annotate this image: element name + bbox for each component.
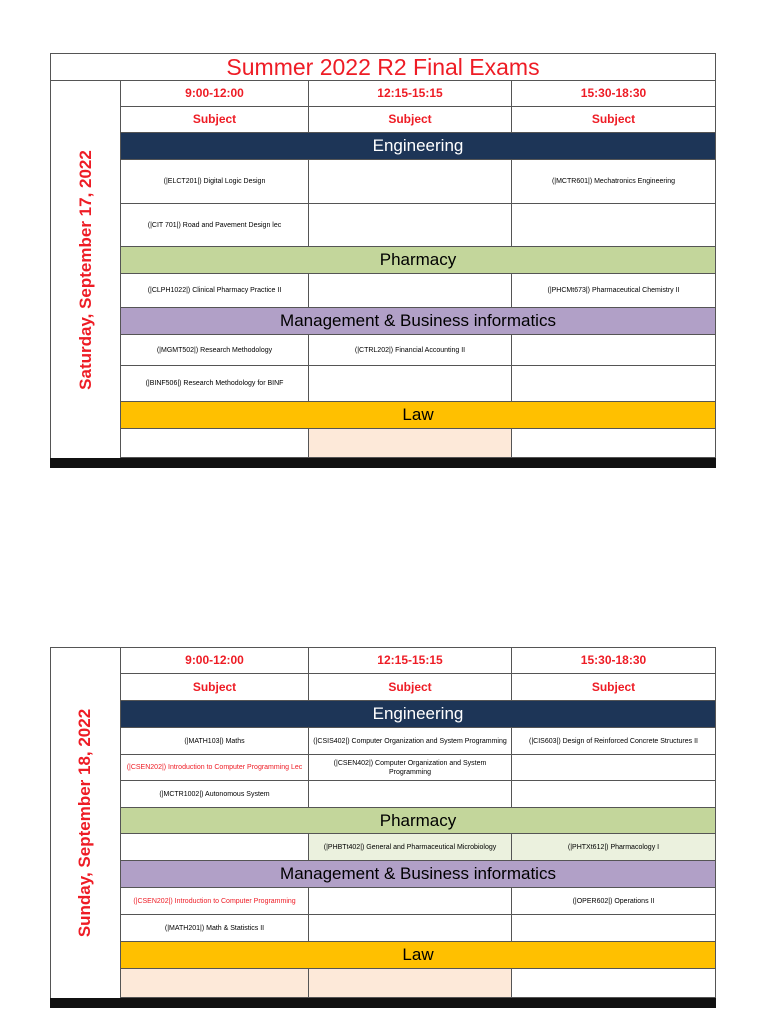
table-row [121, 204, 716, 247]
subject-header: Subject [512, 107, 716, 133]
exam-cell [512, 366, 716, 402]
section-law: Law [121, 942, 716, 969]
date-label: Sunday, September 18, 2022 [75, 708, 95, 937]
table-row [121, 366, 716, 402]
exam-cell [309, 160, 512, 204]
exam-cell: (|CSEN402|) Computer Organization and System Programming [309, 755, 512, 781]
table-row [121, 834, 716, 861]
table-row [121, 755, 716, 781]
exam-cell [512, 755, 716, 781]
exam-cell [309, 781, 512, 808]
exam-cell: (|PHTXt612|) Pharmacology I [512, 834, 716, 861]
exam-cell: (|MCTR1002|) Autonomous System [121, 781, 309, 808]
time-slot-1: 9:00-12:00 [121, 648, 309, 674]
exam-cell: (|MCTR601|) Mechatronics Engineering [512, 160, 716, 204]
exam-cell [309, 429, 512, 458]
date-label: Saturday, September 17, 2022 [75, 149, 95, 390]
subject-header: Subject [309, 674, 512, 701]
exam-cell: (|BINF506|) Research Methodology for BINF [121, 366, 309, 402]
section-pharmacy: Pharmacy [121, 808, 716, 834]
exam-cell [512, 335, 716, 366]
table-row [121, 969, 716, 998]
exam-cell: (|CIT 701|) Road and Pavement Design lec [121, 204, 309, 247]
exam-cell: (|ELCT201|) Digital Logic Design [121, 160, 309, 204]
date-label-column [50, 647, 121, 998]
section-law: Law [121, 402, 716, 429]
subject-header: Subject [512, 674, 716, 701]
section-engineering: Engineering [121, 133, 716, 160]
exam-cell: (|CLPH1022|) Clinical Pharmacy Practice II [121, 274, 309, 308]
exam-cell [512, 781, 716, 808]
time-header-row [121, 81, 716, 107]
subject-header-row [121, 107, 716, 133]
exam-cell: (|MGMT502|) Research Methodology [121, 335, 309, 366]
time-slot-2: 12:15-15:15 [309, 81, 512, 107]
subject-header-row [121, 674, 716, 701]
table-row [121, 274, 716, 308]
exam-cell: (|OPER602|) Operations II [512, 888, 716, 915]
table-row [121, 429, 716, 458]
exam-cell [309, 888, 512, 915]
exam-cell [309, 969, 512, 998]
exam-cell [512, 915, 716, 942]
subject-header: Subject [309, 107, 512, 133]
section-management: Management & Business informatics [121, 308, 716, 335]
exam-table-saturday [50, 53, 716, 468]
exam-cell [121, 429, 309, 458]
exam-cell [121, 834, 309, 861]
table-row [121, 728, 716, 755]
table-row [121, 915, 716, 942]
time-slot-1: 9:00-12:00 [121, 81, 309, 107]
exam-cell: (|CSIS402|) Computer Organization and System Programming [309, 728, 512, 755]
table-row [121, 888, 716, 915]
exam-cell: (|PHCMt673|) Pharmaceutical Chemistry II [512, 274, 716, 308]
exam-cell [512, 204, 716, 247]
date-label-column [50, 81, 121, 458]
page-title: Summer 2022 R2 Final Exams [50, 53, 716, 81]
exam-cell [309, 274, 512, 308]
table-row [121, 160, 716, 204]
table-bottom-bar [50, 458, 716, 468]
time-slot-2: 12:15-15:15 [309, 648, 512, 674]
table-row [121, 335, 716, 366]
exam-cell [309, 915, 512, 942]
table-row [121, 781, 716, 808]
exam-cell: (|CIS603|) Design of Reinforced Concrete Structures II [512, 728, 716, 755]
time-header-row [121, 647, 716, 674]
exam-cell: (|MATH201|) Math & Statistics II [121, 915, 309, 942]
subject-header: Subject [121, 107, 309, 133]
exam-table-sunday [50, 647, 716, 1008]
table-bottom-bar [50, 998, 716, 1008]
time-slot-3: 15:30-18:30 [512, 648, 716, 674]
exam-cell: (|CTRL202|) Financial Accounting II [309, 335, 512, 366]
subject-header: Subject [121, 674, 309, 701]
section-management: Management & Business informatics [121, 861, 716, 888]
exam-cell: (|MATH103|) Maths [121, 728, 309, 755]
exam-cell [309, 204, 512, 247]
time-slot-3: 15:30-18:30 [512, 81, 716, 107]
section-pharmacy: Pharmacy [121, 247, 716, 274]
exam-cell [512, 969, 716, 998]
exam-cell [121, 969, 309, 998]
exam-cell [309, 366, 512, 402]
exam-cell: (|CSEN202|) Introduction to Computer Programming Lec [121, 755, 309, 781]
exam-cell: (|CSEN202|) Introduction to Computer Programming [121, 888, 309, 915]
exam-cell [512, 429, 716, 458]
section-engineering: Engineering [121, 701, 716, 728]
exam-cell: (|PHBTt402|) General and Pharmaceutical Microbiology [309, 834, 512, 861]
